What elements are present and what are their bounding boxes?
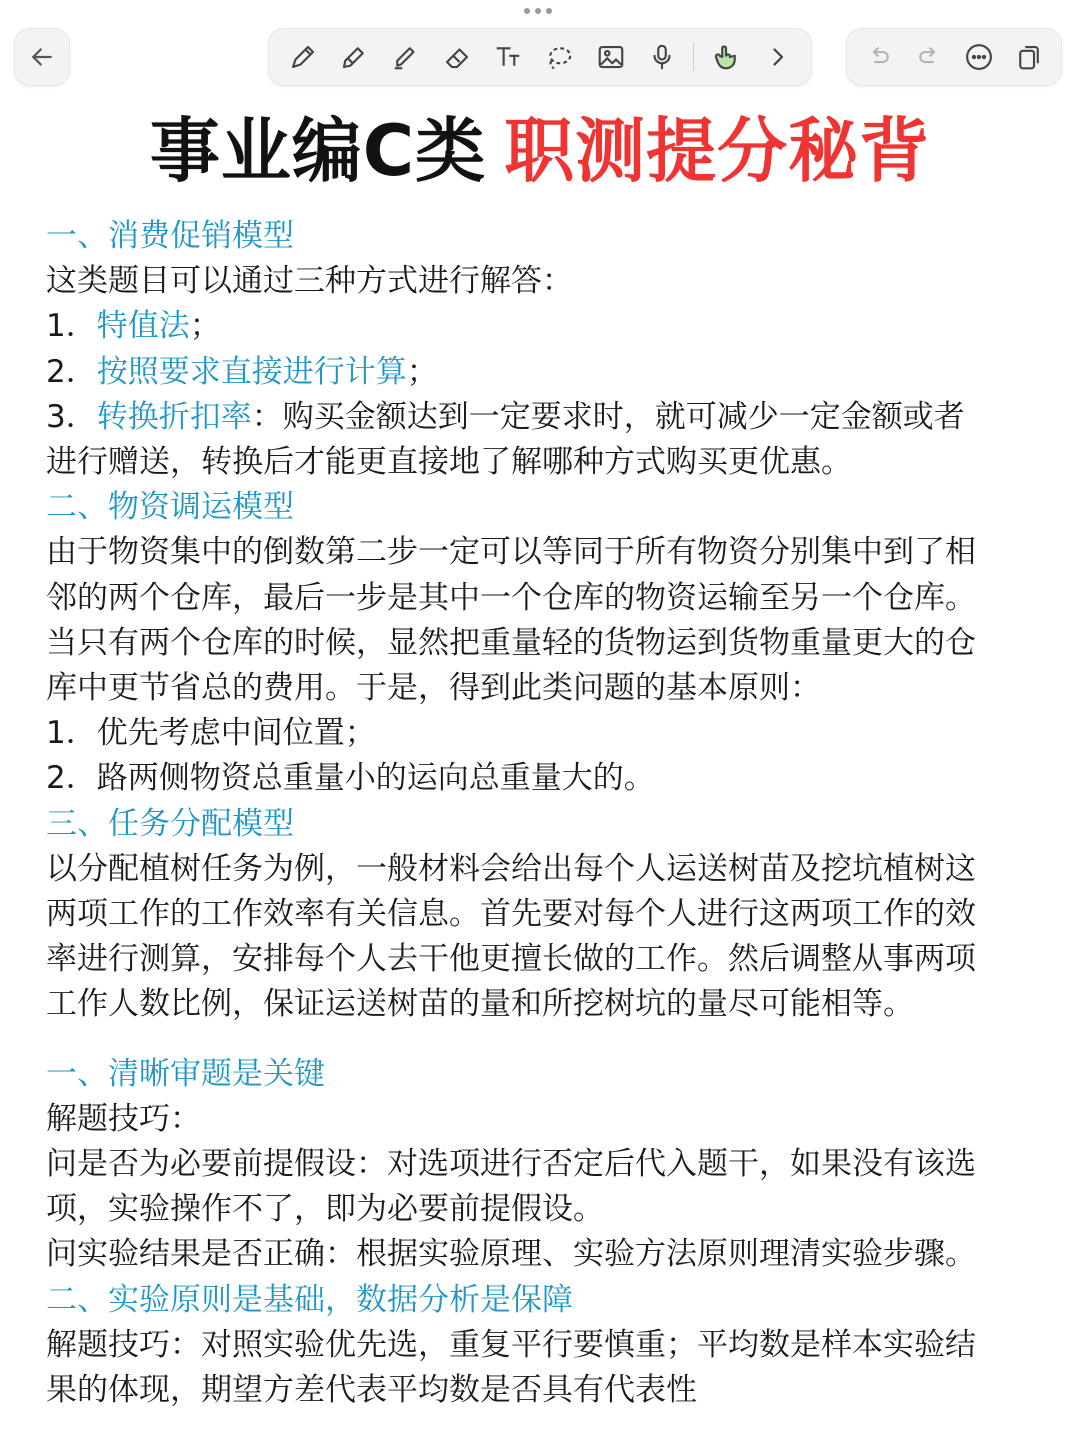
list-item: 1．优先考虑中间位置； <box>46 715 376 752</box>
highlighted-term: 转换折扣率 <box>96 398 252 435</box>
section-heading: 一、清晰审题是关键 <box>46 1055 325 1092</box>
paragraph-line: 这类题目可以通过三种方式进行解答： <box>46 263 573 300</box>
paragraph-line: 问是否为必要前提假设：对选项进行否定后代入题干，如果没有该选 <box>46 1146 976 1183</box>
pages-icon[interactable] <box>1009 37 1049 77</box>
list-punctuation: ； <box>189 308 221 345</box>
eraser-icon[interactable] <box>437 37 477 77</box>
page-title <box>0 106 1080 196</box>
paragraph-line: 库中更节省总的费用。于是，得到此类问题的基本原则： <box>46 670 821 707</box>
paragraph-line: 由于物资集中的倒数第二步一定可以等同于所有物资分别集中到了相 <box>46 534 976 571</box>
back-button[interactable] <box>14 28 70 86</box>
paragraph-line: 邻的两个仓库，最后一步是其中一个仓库的物资运输至另一个仓库。 <box>46 579 976 616</box>
image-icon[interactable] <box>591 37 631 77</box>
back-arrow-icon <box>22 37 62 77</box>
note-body <box>46 214 1046 1413</box>
highlighter-icon[interactable] <box>386 37 426 77</box>
pen-icon[interactable] <box>283 37 323 77</box>
paragraph-line: 问实验结果是否正确：根据实验原理、实验方法原则理清实验步骤。 <box>46 1236 976 1273</box>
paragraph-line: 两项工作的工作效率有关信息。首先要对每个人进行这两项工作的效 <box>46 896 976 933</box>
list-item <box>46 395 1046 440</box>
title-highlight: 职测提分秘背 <box>504 110 931 192</box>
more-icon[interactable] <box>959 37 999 77</box>
hand-pointer-icon[interactable] <box>706 37 746 77</box>
chevron-right-icon[interactable] <box>757 37 797 77</box>
lasso-icon[interactable] <box>539 37 579 77</box>
section-heading: 三、任务分配模型 <box>46 805 294 842</box>
paragraph-line: 解题技巧：对照实验优先选，重复平行要慎重；平均数是样本实验结 <box>46 1326 976 1363</box>
drag-handle-dots[interactable] <box>524 8 552 14</box>
list-item <box>46 350 1046 395</box>
text-icon[interactable] <box>488 37 528 77</box>
undo-icon[interactable] <box>859 37 899 77</box>
toolbar <box>0 24 1080 88</box>
list-text: ：购买金额达到一定要求时，就可减少一定金额或者 <box>251 398 965 435</box>
list-number: 1． <box>46 308 97 345</box>
list-item <box>46 304 1046 349</box>
paragraph-line: 项，实验操作不了，即为必要前提假设。 <box>46 1191 604 1228</box>
paragraph-line: 进行赠送，转换后才能更直接地了解哪种方式购买更优惠。 <box>46 444 852 481</box>
list-punctuation: ； <box>406 353 438 390</box>
toolbar-separator <box>693 43 694 71</box>
highlighted-term: 按照要求直接进行计算 <box>96 353 407 390</box>
section-heading: 二、物资调运模型 <box>46 489 294 526</box>
microphone-icon[interactable] <box>642 37 682 77</box>
redo-icon[interactable] <box>909 37 949 77</box>
section-heading: 一、消费促销模型 <box>46 218 294 254</box>
list-number: 3． <box>46 398 97 435</box>
paragraph-line: 当只有两个仓库的时候，显然把重量轻的货物运到货物重量更大的仓 <box>46 624 976 661</box>
document-actions <box>846 28 1062 86</box>
highlighted-term: 特值法 <box>96 308 190 345</box>
paragraph-line: 率进行测算，安排每个人去干他更擅长做的工作。然后调整从事两项 <box>46 941 976 978</box>
section-heading: 二、实验原则是基础，数据分析是保障 <box>46 1281 573 1318</box>
paragraph-line: 解题技巧： <box>46 1100 201 1137</box>
paragraph-line: 以分配植树任务为例，一般材料会给出每个人运送树苗及挖坑植树这 <box>46 850 976 887</box>
title-main: 事业编C类 <box>149 110 487 192</box>
list-item: 2．路两侧物资总重量小的运向总重量大的。 <box>46 760 655 797</box>
tool-palette <box>268 28 812 86</box>
section-gap <box>46 1028 1046 1052</box>
pen-alt-icon[interactable] <box>334 37 374 77</box>
paragraph-line: 果的体现，期望方差代表平均数是否具有代表性 <box>46 1372 697 1409</box>
list-number: 2． <box>46 353 97 390</box>
paragraph-line: 工作人数比例，保证运送树苗的量和所挖树坑的量尽可能相等。 <box>46 986 914 1023</box>
